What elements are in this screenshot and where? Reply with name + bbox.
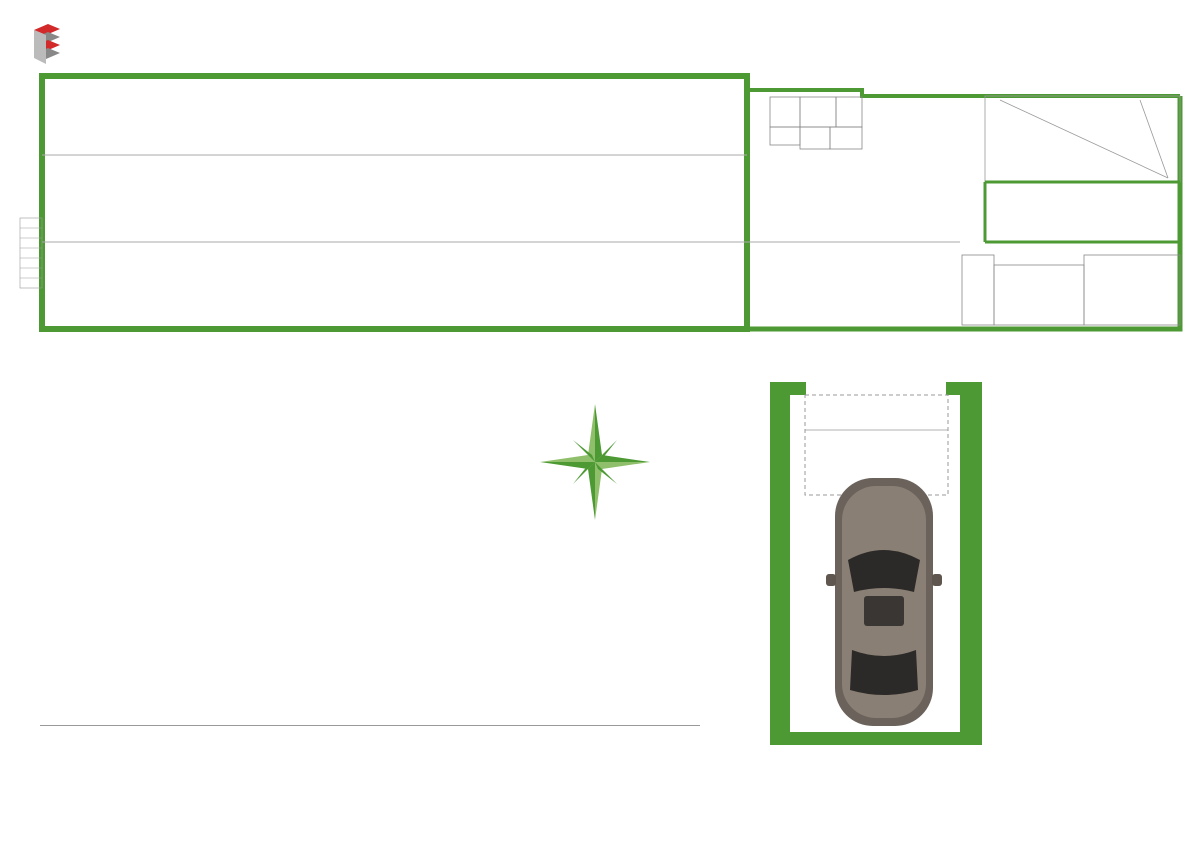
plan-outline-left [42,76,747,329]
ramp [985,96,1180,242]
plan-outline-top-right [747,90,1180,96]
car-icon [826,478,942,726]
compass-rose-icon [540,404,650,520]
service-rooms [770,97,1180,325]
garage-detail [770,382,982,745]
plan-outline-right [747,96,1180,329]
footer-contact [0,798,1200,810]
staircase [20,218,42,288]
title-divider [40,725,700,726]
